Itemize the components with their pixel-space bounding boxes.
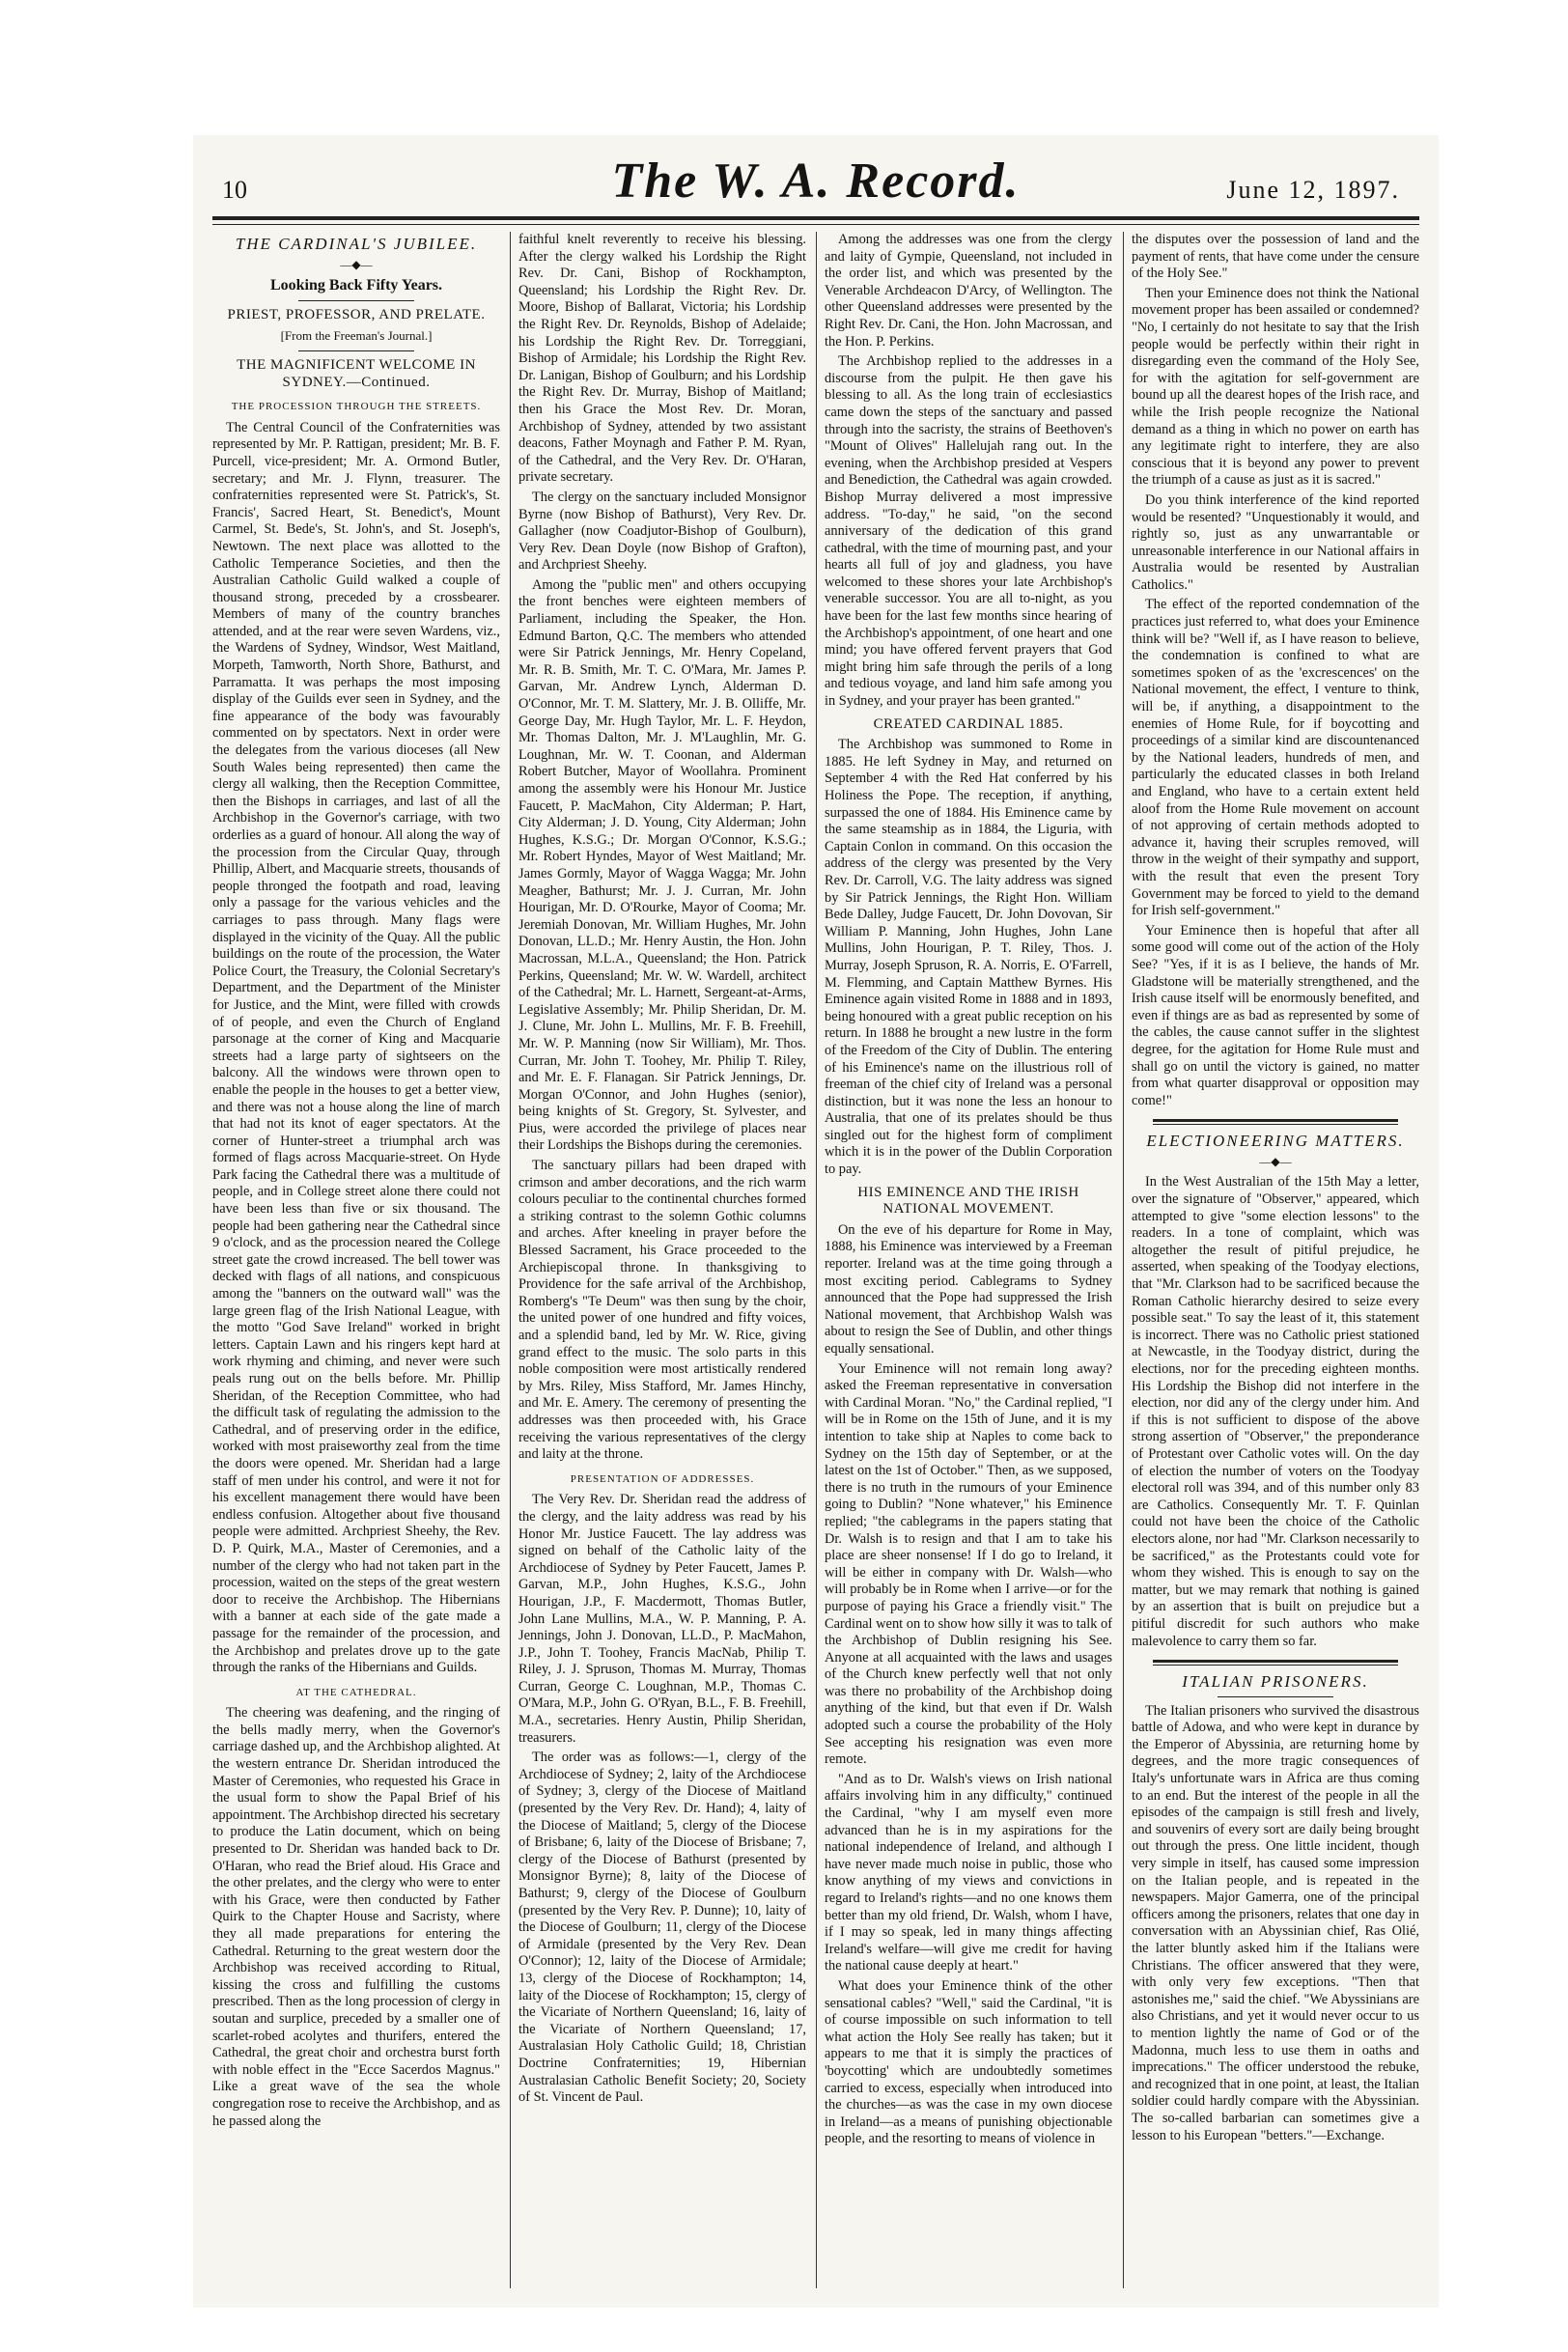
column-divider bbox=[1123, 232, 1124, 2288]
paragraph: Your Eminence will not remain long away? asked the Freeman representative in conversation with Cardinal Moran. "No," the Cardinal replied, "I will be in Rome on the 15th of June, and it is my intention to take ship at Naples to come back to Sydney on the 15th day of September, or at the latest on the 1st of October." Then, as we supposed, there is no truth in the rumours of your Eminence going to Dublin? "None whatever," his Eminence replied; "the cablegrams in the papers stating that Dr. Walsh is to resign and that I am to take his place are sheer nonsense! If I do go to Ireland, it will be either in company with Dr. Walsh—who will probably be in Rome when I arrive—or for the purpose of paying his Grace a friendly visit." The Cardinal went on to show how silly it was to talk of the Archbishop of Dublin resigning his See. Anyone at all acquainted with the laws and usages of the Church knew perfectly well that not only was there no probability of the Archbishop doing anything of the kind, but that even if Dr. Walsh adopted such a course the probability of the Holy See accepting his resignation was even more remote. bbox=[825, 1360, 1112, 1768]
paragraph: The cheering was deafening, and the ringing of the bells madly merry, when the Governor's carriage dashed up, and the Archbishop alighted. At the western entrance Dr. Sheridan introduced the Master of Ceremonies, who requested his Grace in the usual form to show the Papal Brief of his appointment. The Archbishop directed his secretary to produce the Latin document, which on being presented to Dr. Sheridan was handed back to Dr. O'Haran, who read the Brief aloud. His Grace and the other prelates, and the clergy who were to enter with his Grace, were then conducted by Father Quirk to the Chapter House and Sacristy, where they all made preparations for entering the Cathedral. Returning to the great western door the Archbishop was received according to Ritual, kissing the cross and fulfilling the customs prescribed. Then as the long procession of clergy in soutan and surplice, preceded by a smaller one of scarlet-robed acolytes and thurifers, entered the Cathedral, the great choir and orchestra burst forth with noble effect in the "Ecce Sacerdos Magnus." Like a great wave of the sea the whole congregation rose to receive the Archbishop, and as he passed along the bbox=[212, 1705, 500, 2129]
paragraph: The Archbishop was summoned to Rome in 1885. He left Sydney in May, and returned on September 4 with the Red Hat conferred by his Holiness the Pope. The reception, if anything, surpassed the one of 1884. His Eminence came by the same steamship as in 1884, the Liguria, with Captain Conlon in command. On this occasion the address of the clergy was presented by the Very Rev. Dr. Carroll, V.G. The laity address was signed by Sir Patrick Jennings, the Right Hon. William Bede Dalley, Judge Faucett, Dr. John Dovovan, Sir William P. Manning, John Hughes, John Lane Mullins, John Hourigan, P. T. Riley, Thos. J. Murray, Joseph Spruson, R. A. Norris, E. O'Farrell, M. Flemming, and Captain Matthew Byrnes. His Eminence again visited Rome in 1888 and in 1893, being honoured with a great public reception on his return. In 1888 he brought a new lustre in the form of the Freedom of the City of Dublin. The entering of his Eminence's name on the illustrious roll of freeman of the chief city of Ireland was a personal distinction, but it was none the less an honour to Australia, that one of its prelates should be thus singled out for the highest form of compliment which it is in the power of the Dublin Corporation to pay. bbox=[825, 737, 1112, 1178]
section-heading: THE MAGNIFICENT WELCOME IN SYDNEY.—Continued. bbox=[237, 356, 476, 390]
article-kicker: PRIEST, PROFESSOR, AND PRELATE. bbox=[227, 306, 486, 322]
column-3 bbox=[825, 232, 1112, 2288]
paragraph: Then your Eminence does not think the National movement proper has been assailed or condemned? "No, I certainly do not hesitate to say that the Irish people would be perfectly within their right in disregarding even the command of the Holy See, for with the agitation for self-government are bound up all the dearest hopes of the Irish race, and while the Irish people recognize the National demand as a thing in which no power on earth has any legitimate right to interfere, they are also conscious that it is beyond any power to prevent the triumph of a cause as just as it is sacred." bbox=[1132, 285, 1419, 489]
article-title: ELECTIONEERING MATTERS. bbox=[1146, 1132, 1405, 1151]
article-title: THE CARDINAL'S JUBILEE. bbox=[235, 235, 478, 253]
article-subtitle: Looking Back Fifty Years. bbox=[269, 277, 443, 294]
article-source: [From the Freeman's Journal.] bbox=[280, 328, 433, 344]
subhead: AT THE CATHEDRAL. bbox=[295, 1686, 417, 1698]
paragraph: The Archbishop replied to the addresses in a discourse from the pulpit. He then gave his blessing to all. As the long train of ecclesiastics came down the steps of the sanctuary and passed through into the sacristy, the strains of Beethoven's "Mount of Olives" Hallelujah rang out. In the evening, when the Archbishop presided at Vespers and Benediction, the Cathedral was again crowded. Bishop Murray delivered a most impressive address. "To-day," he said, "on the second anniversary of the dedication of this grand cathedral, with the time of mourning past, and your hearts all full of joy and gladness, you have welcomed to these shores your late Archbishop's venerable successor. You are all to-night, as you have been for the last few months since hearing of the Archbishop's appointment, of one heart and one mind; you have offered fervent prayers that God might bring him safe through the perils of a long and tedious voyage, and land him safe among you in Sydney, and your prayer has been granted." bbox=[825, 353, 1112, 710]
issue-date: June 12, 1897. bbox=[1226, 176, 1400, 204]
paragraph: Your Eminence then is hopeful that after all some good will come out of the action of the Holy See? "Yes, if it is as I believe, the hands of Mr. Gladstone will be materially strengthened, and the Irish cause itself will be enormously benefited, and even if things are as bad as represented by some of the cables, the cause cannot suffer in the slightest degree, for the agitation for Home Rule must and shall go on until the victory is gained, no matter from what quarter disapproval or opposition may come!" bbox=[1132, 922, 1419, 1108]
masthead: The W. A. Record. bbox=[611, 154, 1021, 209]
column-2 bbox=[518, 232, 806, 2288]
column-divider bbox=[816, 232, 817, 2288]
paragraph: What does your Eminence think of the other sensational cables? "Well," said the Cardinal, "it is of course impossible on such information to tell what action the Holy See really has taken; but it appears to me that it is simply the practices of 'boycotting' which are undoubtedly sometimes carried to excess, especially when introduced into the churches—as was the case in my own diocese in Ireland—as a means of punishing objectionable people, and the resorting to means of violence in bbox=[825, 1977, 1112, 2147]
ornament: —◆— bbox=[1259, 1154, 1292, 1168]
paragraph: faithful knelt reverently to receive his blessing. After the clergy walked his Lordship the Right Rev. Dr. Cani, Bishop of Rockhampton, Queensland; his Lordship the Right Rev. Dr. Moore, Bishop of Ballarat, Victoria; his Lordship the Right Rev. Dr. Reynolds, Bishop of Adelaide; his Lordship the Right Rev. Dr. Torreggiani, Bishop of Armidale; his Lordship the Right Rev. Dr. Lanigan, Bishop of Goulburn; and his Lordship the Right Rev. Dr. Murray, Bishop of Maitland; then his Grace the Most Rev. Dr. Moran, Archbishop of Sydney, attended by two assistant deacons, Father Moynagh and Father P. M. Ryan, of the Cathedral, and the Very Rev. Dr. O'Haran, private secretary. bbox=[518, 232, 806, 486]
section-heading: HIS EMINENCE AND THE IRISH NATIONAL MOVEMENT. bbox=[857, 1184, 1079, 1218]
page-header bbox=[193, 153, 1439, 222]
separator bbox=[298, 300, 413, 301]
page-number: 10 bbox=[222, 176, 247, 204]
column-divider bbox=[510, 232, 511, 2288]
header-rule-thin bbox=[212, 224, 1419, 225]
separator bbox=[1153, 1660, 1397, 1663]
subhead: PRESENTATION OF ADDRESSES. bbox=[570, 1472, 755, 1485]
paragraph: In the West Australian of the 15th May a letter, over the signature of "Observer," appeared, which attempted to give "some election lessons" to the readers. In a tone of complaint, which was altogether the result of pitiful prejudice, he asserted, when speaking of the Toodyay elections, that "Mr. Clarkson had to be sacrificed because the Roman Catholic hierarchy desired to seize every possible seat." To say the least of it, this statement is incorrect. There was no Catholic priest stationed at Newcastle, in the Toodyay district, during the elections, nor for the preceding eighteen months. His Lordship the Bishop did not interfere in the election, nor did any of the clergy under him. And if this is not sufficient to dispose of the above strong assertion of "Observer," the preponderance of Protestant over Catholic votes will. On the day of election the number of voters on the Toodyay electoral roll was 394, and of this number only 83 are Catholics. Consequently Mr. T. F. Quinlan could not have been the choice of the Catholic electors alone, nor had "Mr. Clarkson necessarily to be sacrificed," as the Protestants could vote for whom they wished. This is enough to say on the matter, but we may remark that nothing is gained by an assertion that is built on prejudice but a pitiful discredit for such authors who make malevolence to carry them so far. bbox=[1132, 1174, 1419, 1649]
separator bbox=[1153, 1119, 1397, 1122]
paragraph: The Very Rev. Dr. Sheridan read the address of the clergy, and the laity address was read by his Honor Mr. Justice Faucett. The lay address was signed on behalf of the Catholic laity of the Archdiocese of Sydney by Peter Faucett, James P. Garvan, M.P., John Hughes, K.S.G., John Hourigan, J.P., F. Macdermott, Thomas Butler, John Lane Mullins, M.A., W. P. Manning, P. A. Jennings, John J. Donovan, LL.D., P. MacMahon, J.P., John T. Toohey, Francis MacNab, Philip T. Riley, J. J. Spruson, Thomas M. Murray, Thomas Curran, George C. Loughnan, M.P., Thomas C. O'Mara, M.P., John G. O'Ryan, B.L., F. B. Freehill, M.A., secretaries. Henry Austin, Philip Sheridan, treasurers. bbox=[518, 1492, 806, 1746]
column-1 bbox=[212, 232, 500, 2288]
paragraph: Do you think interference of the kind reported would be resented? "Unquestionably it would, and rightly so, just as any unwarrantable or unreasonable interference in our National affairs in Australia would be resented by Australian Catholics." bbox=[1132, 491, 1419, 593]
columns bbox=[212, 232, 1419, 2288]
separator bbox=[1153, 1124, 1397, 1125]
column-4 bbox=[1132, 232, 1419, 2288]
subhead: THE PROCESSION THROUGH THE STREETS. bbox=[231, 401, 482, 413]
paragraph: The sanctuary pillars had been draped with crimson and amber decorations, and the rich warm colours peculiar to the continental churches formed a striking contrast to the solemn Gothic columns and arches. After kneeling in prayer before the Blessed Sacrament, his Grace proceeded to the Archiepiscopal throne. In thanksgiving to Providence for the safe arrival of the Archbishop, Romberg's "Te Deum" was then sung by the choir, the united power of one hundred and fifty voices, and a splendid band, led by Mr. W. Rice, giving grand effect to the music. The solo parts in this noble composition were most artistically rendered by Mrs. Riley, Miss Stafford, Mr. James Hinchy, and Mr. E. Amery. The ceremony of presenting the addresses was then proceeded with, his Grace receiving the various representatives of the clergy and laity at the throne. bbox=[518, 1158, 806, 1463]
newspaper-page bbox=[193, 135, 1439, 2308]
paragraph: The Central Council of the Confraternities was represented by Mr. P. Rattigan, president; Mr. B. F. Purcell, vice-president; Mr. A. Ormond Butler, secretary; and Mr. J. Flynn, treasurer. The confraternities represented were St. Patrick's, St. Francis', Sacred Heart, St. Benedict's, Mount Carmel, St. Bede's, St. John's, and St. Joseph's, Newtown. The next place was allotted to the Catholic Temperance Societies, and then the Australian Catholic Guild walked a couple of thousand strong, preceded by a crossbearer. Members of many of the country branches attended, and at the rear were seven Wardens, viz., the Wardens of Sydney, Windsor, West Maitland, Morpeth, Tamworth, North Shore, Bathurst, and Parramatta. It was perhaps the most imposing display of the Guilds ever seen in Sydney, and the fine appearance of the body was favourably commented on by spectators. Next in order were the delegates from the various dioceses (all New South Wales being represented) then came the clergy all walking, then the Reception Committee, then the Bishops in carriages, and last of all the Archbishop in the Governor's carriage, with two orderlies as a guard of honour. All along the way of the procession from the Circular Quay, through Phillip, Albert, and Macquarie streets, thousands of people thronged the footpath and road, leaving only a passage for the various vehicles and the carriages to pass through. Many flags were displayed in the vicinity of the Quay. All the public buildings on the route of the procession, the Water Police Court, the Treasury, the Colonial Secretary's Department, and the Department of the Minister for Justice, and the Mint, were filled with crowds of of people, and even the Church of England parsonage at the corner of King and Macquarie streets had a large party of sightseers on the balcony. All the windows were thrown open to enable the people in the houses to get a better view, and there was not a house along the line of march that had not its knot of eager spectators. At the corner of Hunter-street a triumphal arch was formed of flags across Macquarie-street. On Hyde Park facing the Cathedral there was a multitude of people, and in College street alone there could not have been less than five or six thousand. The people had been gathering near the Cathedral since 9 o'clock, and as the procession neared the College street gate the crowd increased. The bell tower was decked with flags of all nations, and conspicuous among the "banners on the outward wall" was the large green flag of the Irish National League, with the motto "God Save Ireland" worked in bright letters. Captain Lawn and his ringers kept hard at work rhyming and chiming, and never were such peals rung out on the bells before. Mr. Phillip Sheridan, of the Reception Committee, who had the difficult task of regulating the admission to the Cathedral, and of preserving order in the edifice, worked with most praiseworthy zeal from the time the doors were opened. Mr. Sheridan had a large staff of men under his control, and were it not for his excellent management there would have been endless confusion. Altogether about five thousand people were admitted. Archpriest Sheehy, the Rev. D. P. Quirk, M.A., Master of Ceremonies, and a number of the clergy who had not taken part in the procession, waited on the steps of the great western door to receive the Archbishop. The Hibernians with a banner at each side of the gate made a passage for the remainder of the procession, and the Archbishop and prelates drove up to the gate through the ranks of the Hibernians and Guilds. bbox=[212, 419, 500, 1676]
paragraph: Among the addresses was one from the clergy and laity of Gympie, Queensland, not included in the order list, and which was presented by the Venerable Archdeacon D'Arcy, of Wellington. The other Queensland addresses were presented by the Right Rev. Dr. Cani, the Hon. John Macrossan, and the Hon. P. Perkins. bbox=[825, 232, 1112, 350]
paragraph: The clergy on the sanctuary included Monsignor Byrne (now Bishop of Bathurst), Very Rev. Dr. Gallagher (now Coadjutor-Bishop of Goulburn), Very Rev. Dean Doyle (now Bishop of Grafton), and Archpriest Sheehy. bbox=[518, 489, 806, 574]
section-heading: CREATED CARDINAL 1885. bbox=[873, 715, 1064, 732]
ornament: —◆— bbox=[340, 257, 373, 271]
paragraph: the disputes over the possession of land and the payment of rents, that have come under the censure of the Holy See." bbox=[1132, 232, 1419, 282]
article-title: ITALIAN PRISONERS. bbox=[1182, 1672, 1369, 1692]
paragraph: The effect of the reported condemnation of the practices just referred to, what does your Eminence think will be? "Well if, as I have reason to believe, the condemnation is confined to what are sometimes spoken of as the 'excrescences' on the National movement, the effect, I venture to think, will be, if anything, a disappointment to the enemies of Home Rule, for if boycotting and proceedings of a similar kind are discountenanced by the National leaders, hundreds of men, and particularly the educated classes in both Ireland and England, who have to a certain extent held aloof from the Home Rule movement on account of not approving of certain methods adopted to advance it, having their scruples removed, will throw in the weight of their sympathy and support, with the result that even the present Tory Government may be forced to yield to the demand for Irish self-government." bbox=[1132, 597, 1419, 919]
separator bbox=[298, 350, 413, 351]
header-rule bbox=[212, 216, 1419, 220]
paragraph: The order was as follows:—1, clergy of the Archdiocese of Sydney; 2, laity of the Archdiocese of Sydney; 3, clergy of the Diocese of Maitland (presented by the Very Rev. Dr. Hand); 4, laity of the Diocese of Maitland; 5, clergy of the Diocese of Brisbane; 6, laity of the Diocese of Brisbane; 7, clergy of the Diocese of Bathurst (presented by Monsignor Byrne); 8, laity of the Diocese of Bathurst; 9, clergy of the Diocese of Goulburn (presented by the Very Rev. P. Dunne); 10, laity of the Diocese of Goulburn; 11, clergy of the Diocese of Armidale (presented by the Very Rev. Dean O'Connor); 12, laity of the Diocese of Armidale; 13, clergy of the Diocese of Rockhampton; 14, laity of the Diocese of Rockhampton; 15, clergy of the Vicariate of Northern Queensland; 16, laity of the Vicariate of Northern Queensland; 17, Australasian Holy Catholic Guild; 18, Christian Doctrine Confraternities; 19, Hibernian Australasian Catholic Benefit Society; 20, Society of St. Vincent de Paul. bbox=[518, 1750, 806, 2106]
paragraph: Among the "public men" and others occupying the front benches were eighteen members of Parliament, including the Speaker, the Hon. Edmund Barton, Q.C. The members who attended were Sir Patrick Jennings, Mr. Henry Copeland, Mr. R. B. Smith, Mr. T. C. O'Mara, Mr. James P. Garvan, Mr. Andrew Lynch, Alderman D. O'Connor, Mr. T. M. Slattery, Mr. J. B. Olliffe, Mr. George Day, Mr. Hugh Taylor, Mr. L. F. Heydon, Mr. Thomas Dalton, Mr. J. M'Laughlin, Mr. G. Loughnan, Mr. W. T. Coonan, and Alderman Robert Butcher, Mayor of Woollahra. Prominent among the assembly were his Honour Mr. Justice Faucett, P. MacMahon, City Alderman; P. Hart, City Alderman; J. D. Young, City Alderman; John Hughes, K.S.G.; Dr. Morgan O'Connor, K.S.G.; Mr. Robert Hyndes, Mayor of West Maitland; Mr. James Gormly, Mayor of Wagga Wagga; Mr. John Meagher, Bathurst; Mr. J. J. Curran, Mr. John Hourigan, Mr. D. O'Rourke, Mayor of Cooma; Mr. Jeremiah Donovan, Mr. William Hughes, Mr. John Donovan, LL.D.; Mr. Henry Austin, the Hon. John Macrossan, M.L.A., Queensland; the Hon. Patrick Perkins, Queensland; Mr. W. W. Wardell, architect of the Cathedral; Mr. L. Harnett, Sergeant-at-Arms, Legislative Assembly; Mr. Philip Sheridan, Dr. M. J. Clune, Mr. John L. Mullins, Mr. F. B. Freehill, Mr. W. P. Manning (now Sir William), Mr. Thos. Curran, Mr. John T. Toohey, Mr. Philip T. Riley, and Mr. E. F. Flanagan. Sir Patrick Jennings, Dr. Morgan O'Connor, and John Hughes (senior), being knights of St. Gregory, St. Sylvester, and Pius, were accorded the privilege of places near their Lordships the Bishops during the ceremonies. bbox=[518, 576, 806, 1154]
paragraph: "And as to Dr. Walsh's views on Irish national affairs involving him in any difficulty," continued the Cardinal, "why I am myself even more advanced than he is in my aspirations for the national independence of Ireland, and although I have never made much noise in public, those who know anything of my views and convictions in regard to Ireland's rights—and no one knows them better than my old friend, Dr. Walsh, whom I have, if I may so speak, led in many things affecting Ireland's welfare—will give me credit for having the national cause deeply at heart." bbox=[825, 1771, 1112, 1974]
separator bbox=[1153, 1665, 1397, 1666]
paragraph: On the eve of his departure for Rome in May, 1888, his Eminence was interviewed by a Freeman reporter. Ireland was at the time going through a most exciting period. Cablegrams to Sydney announced that the Pope had suppressed the Irish National movement, that Archbishop Walsh was about to resign the See of Dublin, and other things equally sensational. bbox=[825, 1221, 1112, 1357]
separator bbox=[1218, 1696, 1332, 1697]
paragraph: The Italian prisoners who survived the disastrous battle of Adowa, and who were kept in durance by the Emperor of Abyssinia, are returning home by degrees, and the more tragic consequences of Italy's unfortunate wars in Africa are thus coming to an end. But the interest of the people in all the episodes of the campaign is still fresh and lively, and souvenirs of every sort are daily being brought out through the press. One little incident, though very simple in itself, has caused some impression on the Italian people, and is repeated in the newspapers. Major Gamerra, one of the principal officers among the prisoners, relates that one day in conversation with an Abyssinian chief, Ras Olié, the latter bluntly asked him if the Italians were Christians. The officer answered that they were, with only very few exceptions. "Then that astonishes me," said the chief. "We Abyssinians are also Christians, and yet it would never occur to us to mention lightly the name of God or of the Madonna, much less to use them in oaths and imprecations." The officer understood the rebuke, and recognized that in one point, at least, the Italian soldier could hardly compare with the Abyssinian. The so-called barbarian can sometimes give a lesson to his European "betters."—Exchange. bbox=[1132, 1702, 1419, 2143]
